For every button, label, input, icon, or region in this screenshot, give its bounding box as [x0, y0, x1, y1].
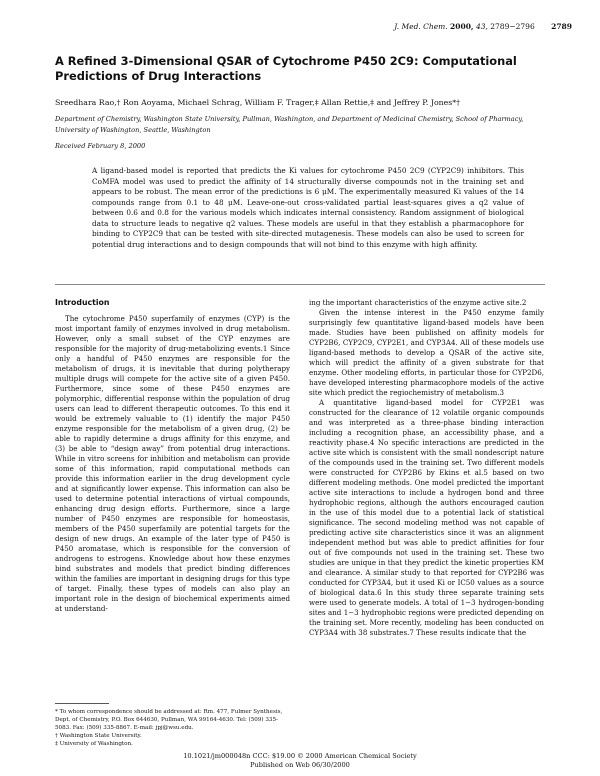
doi-line: 10.1021/jm000048n CCC: $19.00 © 2000 American Chemical Society — [183, 752, 417, 760]
left-column — [55, 298, 290, 614]
page-number: 2789 — [551, 22, 572, 31]
journal-name: J. Med. Chem. — [394, 22, 448, 31]
author-list: Sreedhara Rao,† Ron Aoyama, Michael Schrag, William F. Trager,‡ Allan Rettie,‡ and Jeffrey P. Jones*† — [55, 98, 461, 107]
journal-pages: 2789−2796 — [490, 22, 535, 31]
journal-volume: 43, — [475, 22, 488, 31]
right-column — [309, 298, 544, 638]
abstract: A ligand-based model is reported that predicts the Ki values for cytochrome P450 2C9 (CYP2C9) inhibitors. This CoMFA model was used to predict the affinity of 14 structurally diverse compounds not in the training set and appears to be robust. The mean error of the predictions is 6 μM. The experimentally measured Ki values of the 14 compounds range from 0.1 to 48 μM. Leave-one-out cross-validated partial least-squares gives a q2 value of between 0.6 and 0.8 for the various models which indicates internal consistency. Random assignment of biological data to structure leads to negative q2 values. These models are useful in that they establish a pharmacophore for binding to CYP2C9 that can be tested with site-directed mutagenesis. These models can also be used to screen for potential drug interactions and to design compounds that will not bind to this enzyme with high affinity. — [92, 166, 524, 249]
section-heading-introduction: Introduction — [55, 298, 110, 307]
page-footer — [0, 752, 600, 770]
body-paragraph: A quantitative ligand-based model for CYP2E1 was constructed for the clearance of 12 volatile organic compounds and was interpreted as a three-phase binding interaction including a recognition phase, an accessibility phase, and a reactivity phase.4 No specific interactions are predicted in the active site which is consistent with the small nondescript nature of the compounds used in the training set. Two different models were constructed for CYP2B6 by Ekins et al.5 based on two different modeling methods. One model predicted the important active site interactions to include a hydrogen bond and three hydrophobic regions, although the authors encouraged caution in the use of this model due to a potential lack of statistical significance. The second modeling method was not capable of predicting active site characteristics since it was an alignment independent method but was able to predict affinities for four out of five compounds not used in the training set. These two studies are unique in that they predict the kinetic properties KM and clearance. A similar study to that reported for CYP2B6 was conducted for CYP3A4, but it used Ki or IC50 values as a source of biological data.6 In this study three separate training sets were used to generate models. A total of 1−3 hydrogen-bonding sites and 1−3 hydrophobic regions were predicted depending on the training set. More recently, modeling has been conducted on CYP3A4 with 38 substrates.7 These results indicate that the — [309, 398, 544, 637]
footnote-divider — [55, 703, 109, 704]
body-paragraph: ing the important characteristics of the enzyme active site.2 — [309, 298, 527, 307]
published-line: Published on Web 06/30/2000 — [250, 761, 350, 769]
body-paragraph: Given the intense interest in the P450 enzyme family surprisingly few quantitative ligand-based models have been made. Studies have been published on affinity models for CYP2B6, CYP2C9, CYP2E1, and CYP3A4. All of these models use ligand-based methods to develop a QSAR of the active site, which will predict the affinity of a given substrate for that enzyme. Other modeling efforts, in particular those for CYP2D6, have developed interesting pharmacophore models of the active site which predict the regiochemistry of metabolism.3 — [309, 308, 544, 397]
footnote-affiliation-1: † Washington State University. — [55, 733, 142, 739]
section-divider — [55, 284, 545, 285]
article-title: A Refined 3-Dimensional QSAR of Cytochrome P450 2C9: Computational Predictions of Drug Interactions — [55, 54, 517, 83]
footnote-correspondence: * To whom correspondence should be addressed at: Rm. 477, Fulmer Synthesis, Dept. of Chemistry, P.O. Box 644630, Pullman, WA 99164-4630. Tel: (509) 335-5083. Fax: (509) 335-8867. E-mail: jpj@wsu.edu. — [55, 709, 283, 731]
footnotes — [55, 708, 290, 748]
body-paragraph: The cytochrome P450 superfamily of enzymes (CYP) is the most important family of enzymes involved in drug metabolism. However, only a small subset of the CYP enzymes are responsible for the majority of drug-metabolizing events.1 Since only a handful of P450 enzymes are responsible for the metabolism of drugs, it is inevitable that during polytherapy multiple drugs will compete for the active site of a given P450. Furthermore, since some of these P450 enzymes are polymorphic, differential response within the population of drug users can lead to different therapeutic outcomes. To this end it would be extremely valuable to (1) identify the major P450 enzyme responsible for the metabolism of a given drug, (2) be able to rapidly determine a drugs affinity for this enzyme, and (3) be able to “design away” from potential drug interactions. While in vitro screens for inhibition and metabolism can provide some of this information, rapid computational methods can provide this information earlier in the drug development cycle and at significantly lower expense. This information can also be used to determine potential interactions of virtual compounds, enhancing drug design efforts. Furthermore, since a large number of P450 enzymes are responsible for homeostasis, members of the P450 superfamily are potential targets for the design of new drugs. An example of the later type of P450 is P450 aromatase, which is responsible for the conversion of androgens to estrogens. Knowledge about how these enzymes bind substrates and models that predict binding differences within the families are important in designing drugs for this type of target. Finally, these types of models can also play an important role in the design of biochemical experiments aimed at understand- — [55, 314, 290, 613]
affiliation: Department of Chemistry, Washington State University, Pullman, Washington, and Department of Medicinal Chemistry, School of Pharmacy, University of Washington, Seattle, Washington — [55, 115, 524, 134]
footnote-affiliation-2: ‡ University of Washington. — [55, 741, 133, 747]
running-header — [394, 22, 572, 31]
received-date: Received February 8, 2000 — [55, 142, 146, 150]
journal-year: 2000, — [450, 22, 474, 31]
